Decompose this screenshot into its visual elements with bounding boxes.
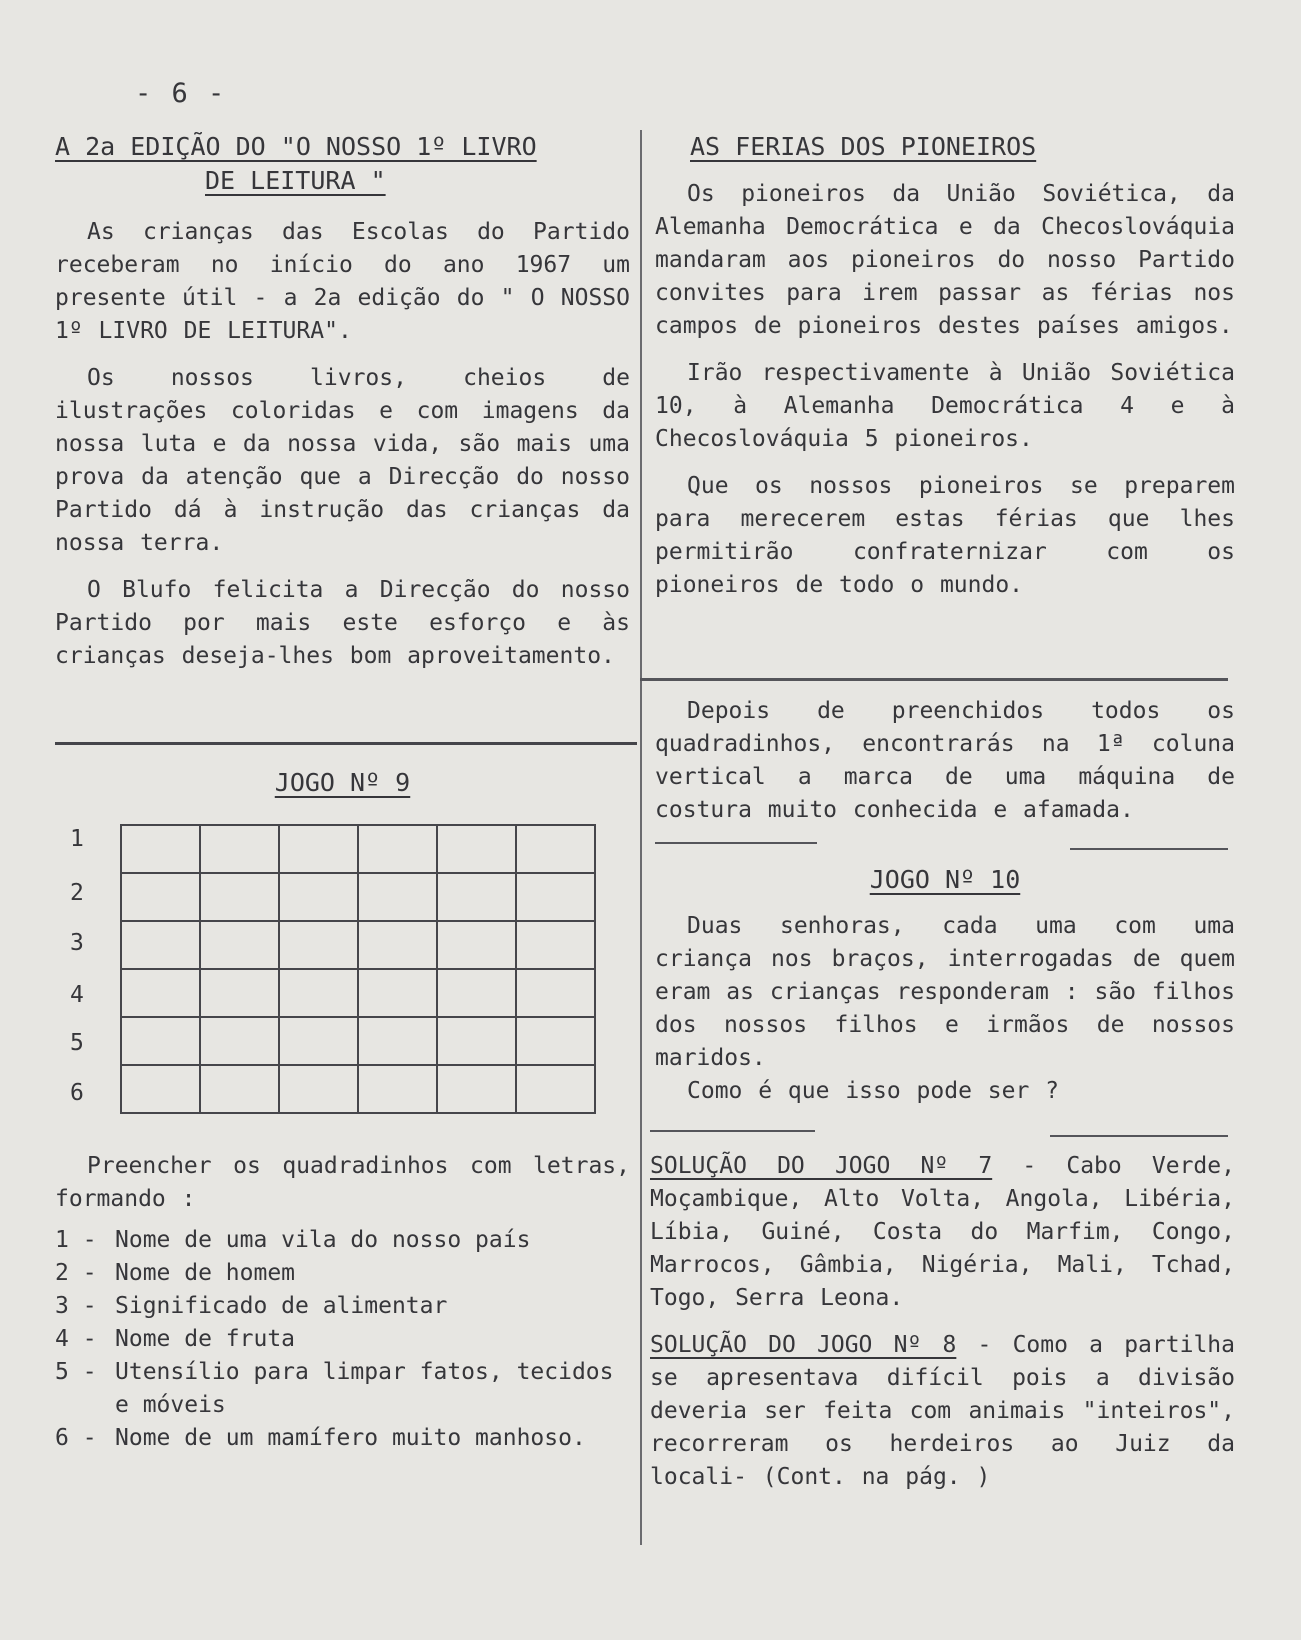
solution-jogo8-text: - Como a partilha se apresentava difícil pois a divisão deveria ser feita com animais "inteiros", recorreram os herdeiros ao Juiz da locali- (Cont. na pág. ) xyxy=(650,1332,1235,1490)
grid-cell[interactable] xyxy=(279,873,358,921)
clue-text: Nome de um mamífero muito manhoso. xyxy=(115,1425,586,1451)
grid-cell[interactable] xyxy=(437,969,516,1017)
article-paragraph-2: Os nossos livros, cheios de ilustrações coloridas e com imagens da nossa luta e da nossa vida, são mais uma prova da atenção que a Direcção do nosso Partido dá à instrução das crianças da nossa terra. xyxy=(55,365,630,556)
pioneiros-paragraph-2: Irão respectivamente à União Soviética 10, à Alemanha Democrática 4 e à Checoslováquia 5 pioneiros. xyxy=(655,360,1235,452)
article-paragraph-1: As crianças das Escolas do Partido receberam no início do ano 1967 um presente útil - a 2a edição do " O NOSSO 1º LIVRO DE LEITURA". xyxy=(55,219,630,344)
solution-jogo8-heading: SOLUÇÃO DO JOGO Nº 8 xyxy=(650,1332,957,1358)
solution-jogo8 xyxy=(650,1329,1235,1494)
article-title-line2: DE LEITURA " xyxy=(205,166,386,195)
grid-cell[interactable] xyxy=(358,1017,437,1065)
jogo9-answer-hint: Depois de preenchidos todos os quadradinhos, encontrarás na 1ª coluna vertical a marca de uma máquina de costura muito conhecida e afamada. xyxy=(655,698,1235,823)
grid-row xyxy=(121,1065,595,1113)
grid-cell[interactable] xyxy=(279,1017,358,1065)
jogo9-title: JOGO Nº 9 xyxy=(274,768,411,797)
clue-text: Utensílio para limpar fatos, tecidos e móveis xyxy=(115,1359,614,1418)
clue-text: Nome de homem xyxy=(115,1260,296,1286)
jogo9-instructions: Preencher os quadradinhos com letras, formando : xyxy=(55,1153,630,1212)
left-column xyxy=(55,130,630,687)
grid-cell[interactable] xyxy=(437,1065,516,1113)
grid-row-number: 2 xyxy=(70,880,84,906)
column-divider xyxy=(640,130,642,1545)
grid-row-number: 1 xyxy=(70,826,84,852)
grid-cell[interactable] xyxy=(200,969,279,1017)
clue-text: Significado de alimentar xyxy=(115,1293,448,1319)
solution-jogo7-heading: SOLUÇÃO DO JOGO Nº 7 xyxy=(650,1153,993,1179)
grid-cell[interactable] xyxy=(516,969,595,1017)
grid-cell[interactable] xyxy=(358,969,437,1017)
grid-cell[interactable] xyxy=(516,1017,595,1065)
grid-row xyxy=(121,969,595,1017)
grid-cell[interactable] xyxy=(121,1065,200,1113)
section-divider-right-1 xyxy=(640,678,1228,681)
grid-cell[interactable] xyxy=(358,1065,437,1113)
grid-row xyxy=(121,921,595,969)
clue-item xyxy=(55,1323,630,1356)
clue-list xyxy=(55,1224,630,1455)
pioneiros-paragraph-1: Os pioneiros da União Soviética, da Alemanha Democrática e da Checoslováquia mandaram aos pioneiros do nosso Partido convites para irem passar as férias nos campos de pioneiros destes países amigos. xyxy=(655,181,1235,339)
clue-number: 1 - xyxy=(55,1227,97,1253)
grid-row-number: 6 xyxy=(70,1080,84,1106)
solution-jogo7-text: - Cabo Verde, Moçambique, Alto Volta, Angola, Libéria, Líbia, Guiné, Costa do Marfim, Congo, Marrocos, Gâmbia, Nigéria, Mali, Tchad, Togo, Serra Leona. xyxy=(650,1153,1235,1311)
clue-number: 4 - xyxy=(55,1326,97,1352)
clue-item xyxy=(55,1356,630,1422)
grid-row-number: 4 xyxy=(70,982,84,1008)
clue-item xyxy=(55,1422,630,1455)
clue-number: 2 - xyxy=(55,1260,97,1286)
article-paragraph-3: O Blufo felicita a Direcção do nosso Partido por mais este esforço e às crianças deseja-lhes bom aproveitamento. xyxy=(55,577,630,669)
pioneiros-title: AS FERIAS DOS PIONEIROS xyxy=(690,132,1037,161)
grid-table xyxy=(120,824,596,1114)
solution-jogo7 xyxy=(650,1150,1235,1315)
clue-number: 6 - xyxy=(55,1425,97,1451)
section-divider-right-2b xyxy=(1070,848,1228,850)
grid-cell[interactable] xyxy=(200,873,279,921)
grid-cell[interactable] xyxy=(437,921,516,969)
grid-cell[interactable] xyxy=(200,825,279,873)
grid-row xyxy=(121,873,595,921)
grid-row xyxy=(121,1017,595,1065)
grid-cell[interactable] xyxy=(279,921,358,969)
jogo10-riddle: Duas senhoras, cada uma com uma criança nos braços, interrogadas de quem eram as crianças responderam : são filhos dos nossos filhos e irmãos de nossos maridos. xyxy=(655,913,1235,1071)
page-number: - 6 - xyxy=(135,78,227,109)
grid-row-number: 3 xyxy=(70,930,84,956)
grid-cell[interactable] xyxy=(516,825,595,873)
clue-item xyxy=(55,1290,630,1323)
grid-cell[interactable] xyxy=(121,825,200,873)
clue-number: 5 - xyxy=(55,1359,97,1385)
grid-cell[interactable] xyxy=(279,1065,358,1113)
grid-cell[interactable] xyxy=(121,873,200,921)
clue-item xyxy=(55,1257,630,1290)
grid-row xyxy=(121,825,595,873)
grid-cell[interactable] xyxy=(121,1017,200,1065)
section-divider-right-3a xyxy=(650,1130,815,1132)
grid-cell[interactable] xyxy=(358,921,437,969)
grid-cell[interactable] xyxy=(516,1065,595,1113)
section-divider-right-3b xyxy=(1050,1135,1228,1137)
grid-cell[interactable] xyxy=(279,969,358,1017)
article-title-line1: A 2a EDIÇÃO DO "O NOSSO 1º LIVRO xyxy=(55,132,537,161)
right-column xyxy=(655,130,1235,616)
grid-cell[interactable] xyxy=(121,921,200,969)
grid-cell[interactable] xyxy=(200,1017,279,1065)
crossword-grid xyxy=(60,820,605,1140)
grid-cell[interactable] xyxy=(121,969,200,1017)
clue-item xyxy=(55,1224,630,1257)
jogo10-question: Como é que isso pode ser ? xyxy=(687,1078,1060,1104)
grid-cell[interactable] xyxy=(516,921,595,969)
grid-cell[interactable] xyxy=(358,873,437,921)
clue-text: Nome de fruta xyxy=(115,1326,296,1352)
grid-cell[interactable] xyxy=(516,873,595,921)
section-divider-right-2a xyxy=(655,842,817,844)
pioneiros-paragraph-3: Que os nossos pioneiros se preparem para merecerem estas férias que lhes permitirão confraternizar com os pioneiros de todo o mundo. xyxy=(655,473,1235,598)
clue-number: 3 - xyxy=(55,1293,97,1319)
grid-cell[interactable] xyxy=(200,1065,279,1113)
clue-text: Nome de uma vila do nosso país xyxy=(115,1227,531,1253)
grid-cell[interactable] xyxy=(279,825,358,873)
jogo10-title: JOGO Nº 10 xyxy=(869,865,1021,894)
grid-cell[interactable] xyxy=(437,873,516,921)
grid-cell[interactable] xyxy=(437,1017,516,1065)
grid-cell[interactable] xyxy=(437,825,516,873)
section-divider-left xyxy=(55,742,637,745)
grid-row-number: 5 xyxy=(70,1030,84,1056)
grid-cell[interactable] xyxy=(358,825,437,873)
jogo9-instructions-block xyxy=(55,1150,630,1455)
grid-cell[interactable] xyxy=(200,921,279,969)
